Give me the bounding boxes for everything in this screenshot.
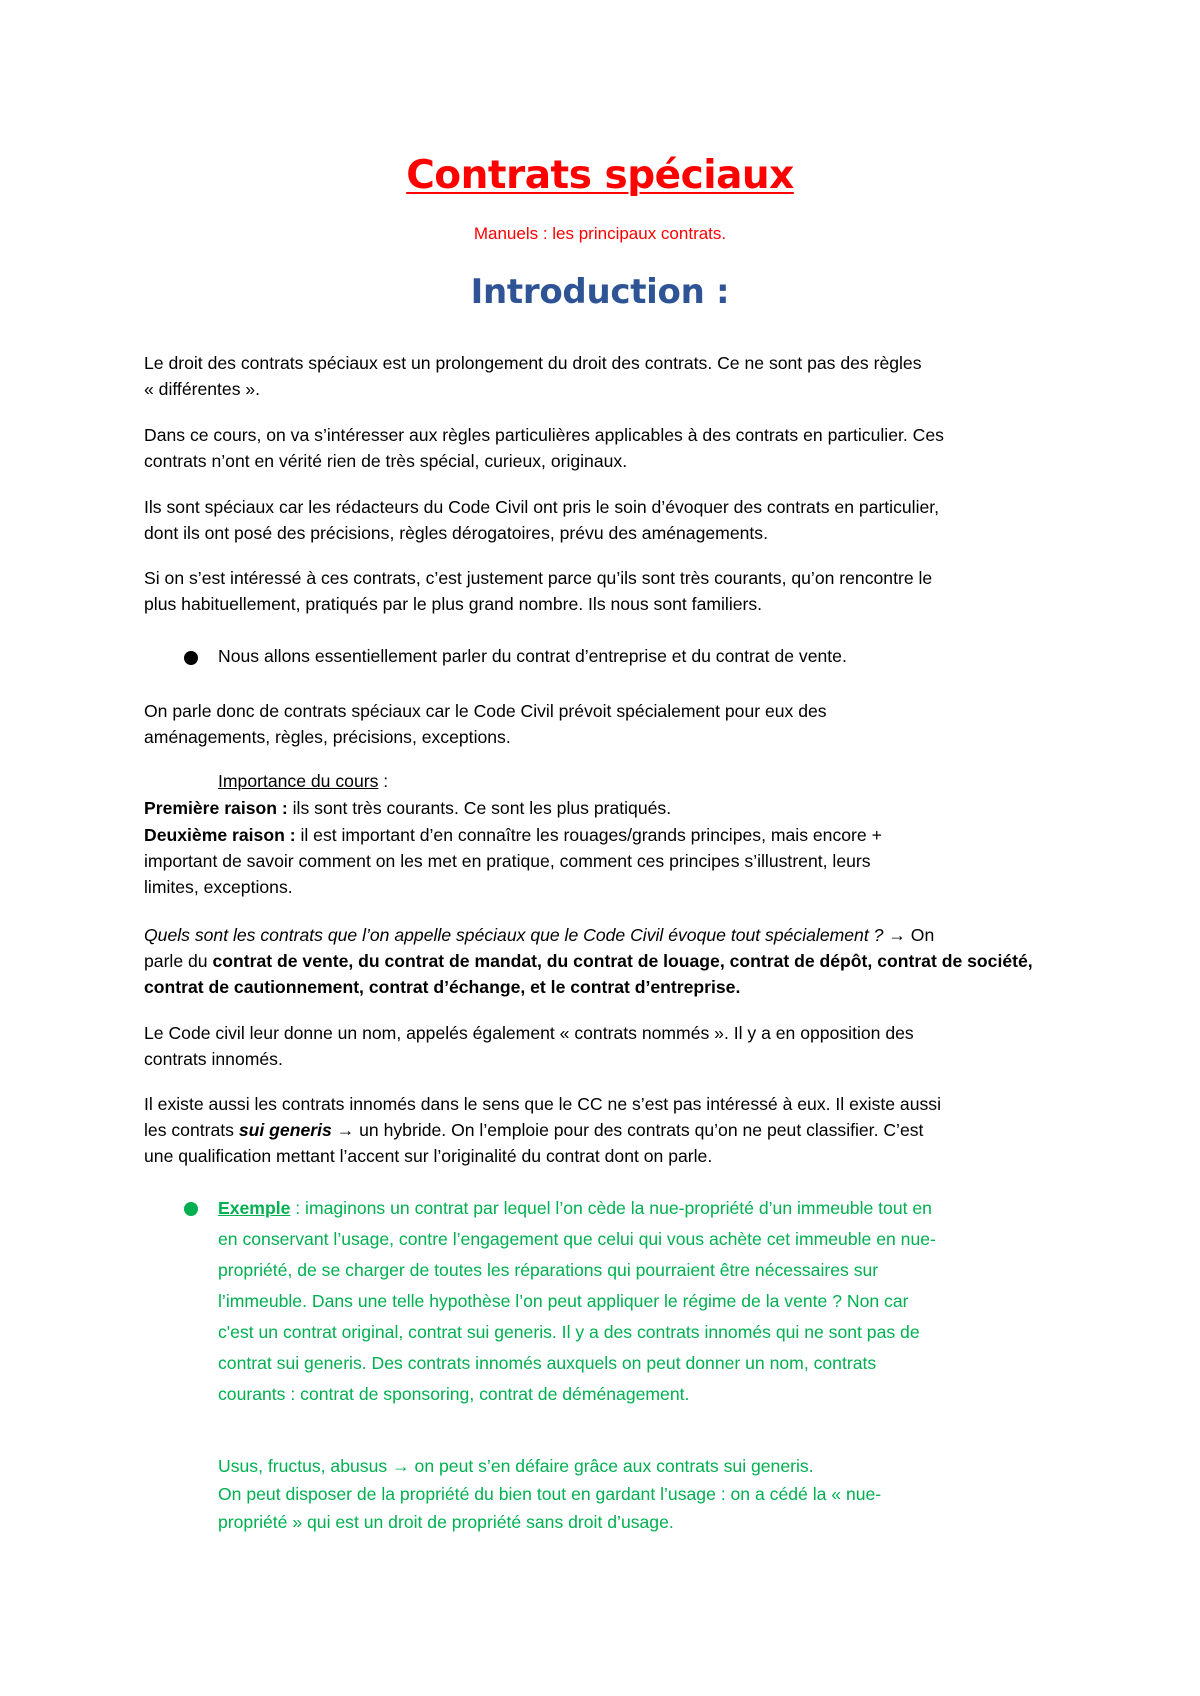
paragraph-line: plus habituellement, pratiqués par le plus grand nombre. Ils nous sont familiers. [144, 594, 763, 614]
paragraph-text: les contrats [144, 1120, 239, 1140]
paragraph-5 [144, 698, 1074, 750]
paragraph-text: un hybride. On l’emploie pour des contrats qu’on ne peut classifier. C’est [359, 1120, 924, 1140]
document-title: Contrats spéciaux [406, 153, 794, 198]
example-line: l’immeuble. Dans une telle hypothèse l’on peut appliquer le régime de la vente ? Non car [218, 1291, 909, 1311]
sui-generis-term: sui generis [238, 1120, 332, 1140]
paragraph-line: Si on s’est intéressé à ces contrats, c’est justement parce qu’ils sont très courants, qu’on rencontre le [144, 568, 933, 588]
paragraph-line: « différentes ». [144, 379, 261, 399]
paragraph-line: limites, exceptions. [144, 877, 293, 897]
example-text: : imaginons un contrat par lequel l’on cède la nue-propriété d’un immeuble tout en [290, 1198, 932, 1218]
bullet-icon [184, 651, 198, 665]
paragraph-line: Il existe aussi les contrats innomés dans le sens que le CC ne s’est pas intéressé à eux. Il existe aussi [144, 1094, 942, 1114]
reason-1-text: ils sont très courants. Ce sont les plus pratiqués. [287, 798, 672, 818]
reason-1 [144, 795, 1074, 821]
importance-suffix: : [378, 771, 389, 791]
paragraph-8 [144, 1091, 1074, 1169]
example-line: c'est un contrat original, contrat sui generis. Il y a des contrats innomés qui ne sont pas de [218, 1322, 920, 1342]
reason-1-label: Première raison : [144, 798, 288, 818]
paragraph-line: contrats n’ont en vérité rien de très spécial, curieux, originaux. [144, 451, 628, 471]
paragraph-line: Le droit des contrats spéciaux est un prolongement du droit des contrats. Ce ne sont pas des règles [144, 353, 922, 373]
arrow-icon: → [387, 1456, 415, 1476]
paragraph-line: Ils sont spéciaux car les rédacteurs du Code Civil ont pris le soin d’évoquer des contrats en particulier, [144, 497, 940, 517]
question-text: Quels sont les contrats que l’on appelle spéciaux que le Code Civil évoque tout spécialement ? [144, 925, 884, 945]
paragraph-line: Dans ce cours, on va s’intéresser aux règles particulières applicables à des contrats en particulier. Ces [144, 425, 944, 445]
paragraph-line: aménagements, règles, précisions, exceptions. [144, 727, 511, 747]
paragraph-4 [144, 565, 1074, 617]
reason-2 [144, 822, 1074, 900]
example-line: courants : contrat de sponsoring, contrat de déménagement. [218, 1384, 690, 1404]
importance-heading [218, 768, 1148, 794]
usus-text-end: on peut s’en défaire grâce aux contrats sui generis. [414, 1456, 814, 1476]
paragraph-7 [144, 1020, 1074, 1072]
arrow-icon: → [331, 1120, 360, 1140]
reason-2-text: il est important d’en connaître les rouages/grands principes, mais encore + [295, 825, 882, 845]
importance-label: Importance du cours [218, 771, 379, 791]
paragraph-line: une qualification mettant l’accent sur l’originalité du contrat dont on parle. [144, 1146, 713, 1166]
reason-2-label: Deuxième raison : [144, 825, 296, 845]
bullet-icon [184, 1202, 198, 1216]
question-answer-start: On [910, 925, 935, 945]
paragraph-line: Le Code civil leur donne un nom, appelés également « contrats nommés ». Il y a en opposition des [144, 1023, 914, 1043]
paragraph-line: dont ils ont posé des précisions, règles dérogatoires, prévu des aménagements. [144, 523, 768, 543]
arrow-icon: → [883, 925, 911, 945]
contracts-list: contrat de vente, du contrat de mandat, du contrat de louage, contrat de dépôt, contrat de société, [212, 951, 1033, 971]
example-notes [218, 1452, 1078, 1536]
paragraph-1 [144, 350, 1074, 402]
paragraph-line: contrats innomés. [144, 1049, 283, 1069]
answer-text: parle du [144, 951, 213, 971]
section-heading: Introduction : [470, 272, 730, 312]
example-block [218, 1193, 1078, 1410]
usus-text: Usus, fructus, abusus [218, 1456, 388, 1476]
paragraph-2 [144, 422, 1074, 474]
example-line: On peut disposer de la propriété du bien tout en gardant l’usage : on a cédé la « nue- [218, 1484, 882, 1504]
document-subtitle: Manuels : les principaux contrats. [473, 224, 727, 243]
paragraph-line: On parle donc de contrats spéciaux car le Code Civil prévoit spécialement pour eux des [144, 701, 827, 721]
bullet-item: Nous allons essentiellement parler du contrat d’entreprise et du contrat de vente. [218, 646, 847, 666]
example-label: Exemple [218, 1198, 291, 1218]
example-line: propriété, de se charger de toutes les réparations qui pourraient être nécessaires sur [218, 1260, 879, 1280]
paragraph-3 [144, 494, 1074, 546]
paragraph-line: important de savoir comment on les met en pratique, comment ces principes s’illustrent, leurs [144, 851, 871, 871]
contracts-list-continued: contrat de cautionnement, contrat d’échange, et le contrat d’entreprise. [144, 977, 741, 997]
example-line: en conservant l’usage, contre l’engagement que celui qui vous achète cet immeuble en nue- [218, 1229, 936, 1249]
example-line: contrat sui generis. Des contrats innomés auxquels on peut donner un nom, contrats [218, 1353, 877, 1373]
example-line: propriété » qui est un droit de propriété sans droit d’usage. [218, 1512, 674, 1532]
paragraph-6 [144, 922, 1074, 1000]
